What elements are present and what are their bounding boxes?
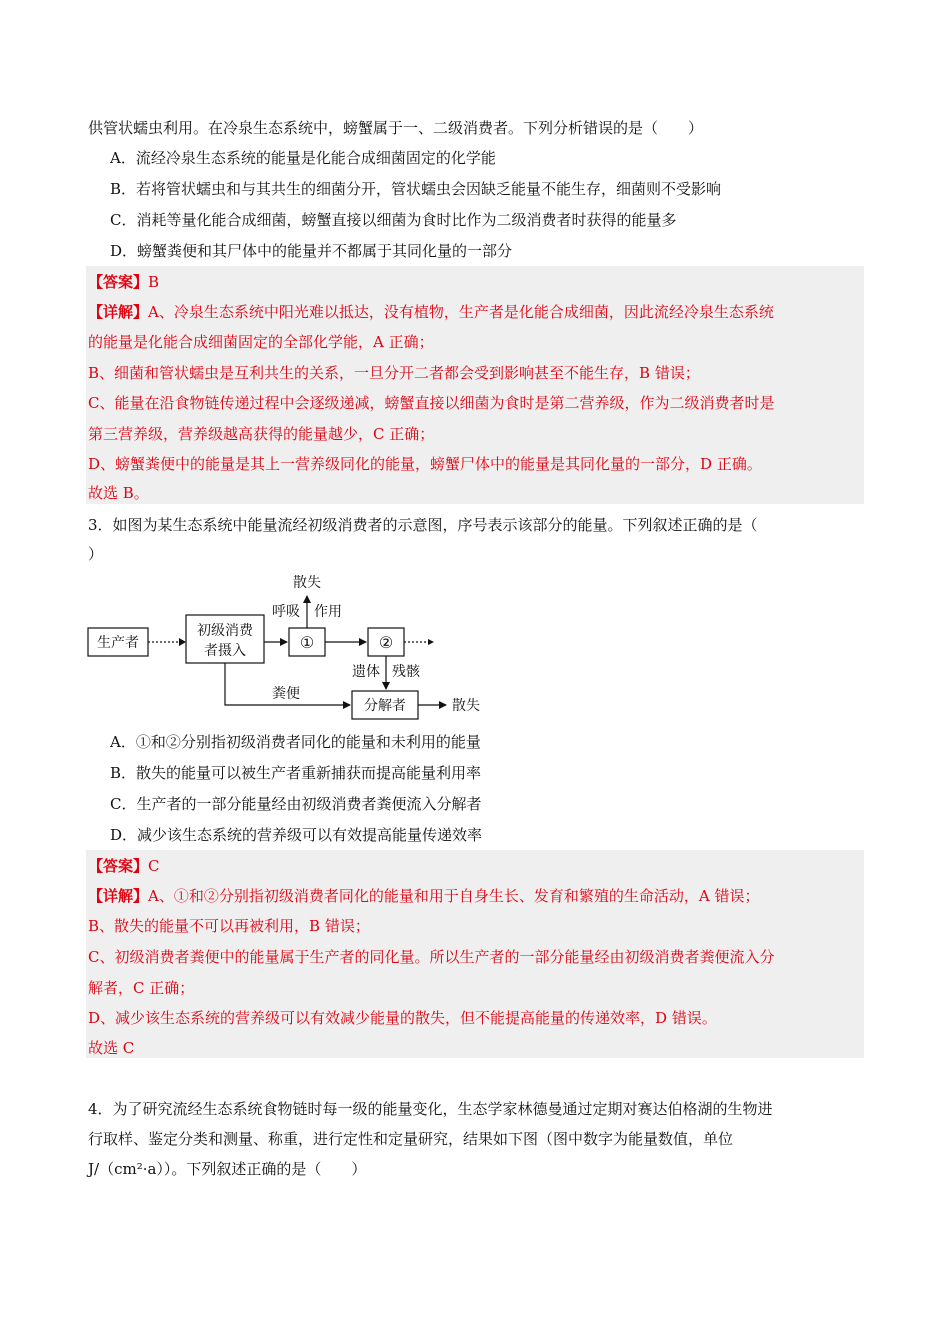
q3-answer-tag: 【答案】	[88, 857, 149, 875]
q2-answer-value: B	[148, 273, 160, 291]
q3-detail-tag: 【详解】	[88, 887, 149, 905]
dissipate-top-label: 散失	[293, 575, 321, 591]
q3-option-c: C．生产者的一部分能量经由初级消费者粪便流入分解者	[110, 795, 482, 813]
q3-detail-line-4: 解者，C 正确；	[88, 979, 195, 997]
q2-option-b: B．若将管状蠕虫和与其共生的细菌分开，管状蠕虫会因缺乏能量不能生存，细菌则不受影响	[110, 180, 722, 198]
q3-detail-line-1	[88, 885, 759, 907]
dissipate-right-label: 散失	[452, 698, 480, 714]
q2-stem-tail: 供管状蠕虫利用。在冷泉生态系统中，螃蟹属于一、二级消费者。下列分析错误的是（ ）	[88, 119, 704, 137]
q3-detail-text-1: A、①和②分别指初级消费者同化的能量和用于自身生长、发育和繁殖的生命活动，A 错误；	[148, 887, 760, 905]
q2-answer-tag: 【答案】	[88, 273, 149, 291]
q3-detail-line-5: D、减少该生态系统的营养级可以有效减少能量的散失，但不能提高能量的传递效率，D 错误。	[88, 1009, 717, 1027]
consumer-label-2: 者摄入	[204, 643, 246, 659]
energy-flow-diagram	[86, 570, 486, 726]
q2-detail-line-2: 的能量是化能合成细菌固定的全部化学能，A 正确；	[88, 333, 434, 351]
q2-detail-line-6: D、螃蟹粪便中的能量是其上一营养级同化的能量，螃蟹尸体中的能量是其同化量的一部分，D 正确。	[88, 455, 762, 473]
q2-answer	[88, 271, 159, 293]
respiration-label-right: 作用	[314, 604, 342, 620]
q2-answer-block	[86, 266, 864, 504]
q4-stem-line-1: 4．为了研究流经生态系统食物链时每一级的能量变化，生态学家林德曼通过定期对赛达伯格湖的生物进	[88, 1100, 773, 1118]
feces-label: 粪便	[272, 686, 300, 702]
q3-option-b: B．散失的能量可以被生产者重新捕获而提高能量利用率	[110, 764, 482, 782]
q4-stem-line-2: 行取样、鉴定分类和测量、称重，进行定性和定量研究，结果如下图（图中数字为能量数值，单位	[88, 1130, 734, 1148]
q3-option-a: A．①和②分别指初级消费者同化的能量和未利用的能量	[110, 733, 481, 751]
q2-option-c: C．消耗等量化能合成细菌，螃蟹直接以细菌为食时比作为二级消费者时获得的能量多	[110, 211, 677, 229]
q3-option-d: D．减少该生态系统的营养级可以有效提高能量传递效率	[110, 826, 483, 844]
q3-stem-line-2: ）	[88, 545, 104, 563]
producer-arrowhead	[179, 638, 186, 646]
q2-detail-line-1	[88, 301, 774, 323]
q2-detail-line-3: B、细菌和管状蠕虫是互利共生的关系，一旦分开二者都会受到影响甚至不能生存，B 错误；	[88, 364, 700, 382]
q2-option-d: D．螃蟹粪便和其尸体中的能量并不都属于其同化量的一部分	[110, 242, 513, 260]
q2-detail-line-4: C、能量在沿食物链传递过程中会逐级递减，螃蟹直接以细菌为食时是第二营养级，作为二级消费者时是	[88, 394, 775, 412]
q3-detail-line-6: 故选 C	[88, 1039, 135, 1057]
node1-label: ①	[299, 633, 315, 652]
q3-answer-block	[86, 850, 864, 1058]
q3-detail-line-2: B、散失的能量不可以再被利用，B 错误；	[88, 917, 370, 935]
consumer-label-1: 初级消费	[197, 623, 253, 639]
remains-label-left: 遗体	[352, 664, 380, 680]
q3-stem-line-1: 3．如图为某生态系统中能量流经初级消费者的示意图，序号表示该部分的能量。下列叙述正确的是（	[88, 516, 758, 534]
q3-answer	[88, 855, 160, 877]
q2-detail-text-1: A、冷泉生态系统中阳光难以抵达，没有植物，生产者是化能合成细菌，因此流经冷泉生态系统	[148, 303, 774, 321]
q2-option-a: A．流经冷泉生态系统的能量是化能合成细菌固定的化学能	[110, 149, 496, 167]
q4-stem-line-3: J/（cm²·a））。下列叙述正确的是（ ）	[88, 1160, 367, 1178]
node2-label: ②	[378, 633, 394, 652]
decomposer-label: 分解者	[364, 698, 406, 714]
remains-label-right: 残骸	[392, 664, 420, 680]
q2-detail-line-5: 第三营养级，营养级越高获得的能量越少，C 正确；	[88, 425, 435, 443]
q2-detail-line-7: 故选 B。	[88, 484, 149, 502]
q3-answer-value: C	[148, 857, 160, 875]
respiration-label-left: 呼吸	[272, 604, 300, 620]
q3-detail-line-3: C、初级消费者粪便中的能量属于生产者的同化量。所以生产者的一部分能量经由初级消费者粪便流入分	[88, 948, 775, 966]
q2-detail-tag: 【详解】	[88, 303, 149, 321]
producer-label: 生产者	[97, 635, 139, 651]
node2-outflow-arrowhead	[428, 639, 434, 645]
